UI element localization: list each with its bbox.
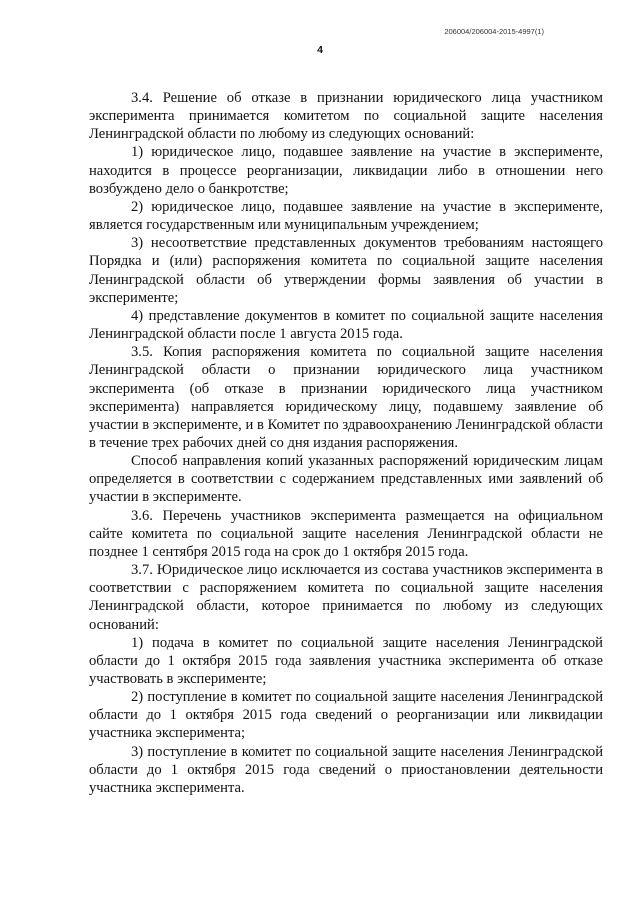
paragraph-3-7: 3.7. Юридическое лицо исключается из состава участников эксперимента в соответствии с распоряжением комитета по социальной защите населения Ленинградской области, которое принимается по любому из следующих оснований: [89,562,603,633]
document-id: 206004/206004-2015-4997(1) [444,27,544,36]
page-number: 4 [317,44,323,56]
paragraph-3-4: 3.4. Решение об отказе в признании юридического лица участником эксперимента принимается комитетом по социальной защите населения Ленинградской области по любому из следующих оснований: [89,90,603,143]
paragraph-3-5-continuation: Способ направления копий указанных распоряжений юридическим лицам определяется в соответствии с содержанием представленных ими заявлений об участии в эксперименте. [89,453,603,506]
paragraph-3-7-item-3: 3) поступление в комитет по социальной защите населения Ленинградской области до 1 октября 2015 года сведений о приостановлении деятельности участника эксперимента. [89,743,603,796]
paragraph-3-4-item-3: 3) несоответствие представленных документов требованиям настоящего Порядка и (или) распоряжения комитета по социальной защите населения Ленинградской области об утверждении формы заявления об участии в эксперименте; [89,235,603,306]
paragraph-3-6: 3.6. Перечень участников эксперимента размещается на официальном сайте комитета по социальной защите населения Ленинградской области не позднее 1 сентября 2015 года на срок до 1 октября 2015 года. [89,507,603,560]
document-body [89,89,603,797]
paragraph-3-7-item-1: 1) подача в комитет по социальной защите населения Ленинградской области до 1 октября 2015 года заявления участника эксперимента об отказе участвовать в эксперименте; [89,634,603,687]
paragraph-3-4-item-1: 1) юридическое лицо, подавшее заявление на участие в эксперименте, находится в процессе реорганизации, ликвидации либо в отношении него возбуждено дело о банкротстве; [89,144,603,197]
paragraph-3-7-item-2: 2) поступление в комитет по социальной защите населения Ленинградской области до 1 октября 2015 года сведений о реорганизации или ликвидации участника эксперимента; [89,689,603,742]
paragraph-3-5: 3.5. Копия распоряжения комитета по социальной защите населения Ленинградской области о признании юридического лица участником эксперимента (об отказе в признании юридического лица участником эксперимента) направляется юридическому лицу, подавшему заявление об участии в эксперименте, и в Комитет по здравоохранению Ленинградской области в течение трех рабочих дней со дня издания распоряжения. [89,344,603,451]
paragraph-3-4-item-4: 4) представление документов в комитет по социальной защите населения Ленинградской области после 1 августа 2015 года. [89,307,603,343]
paragraph-3-4-item-2: 2) юридическое лицо, подавшее заявление на участие в эксперименте, является государственным или муниципальным учреждением; [89,198,603,234]
